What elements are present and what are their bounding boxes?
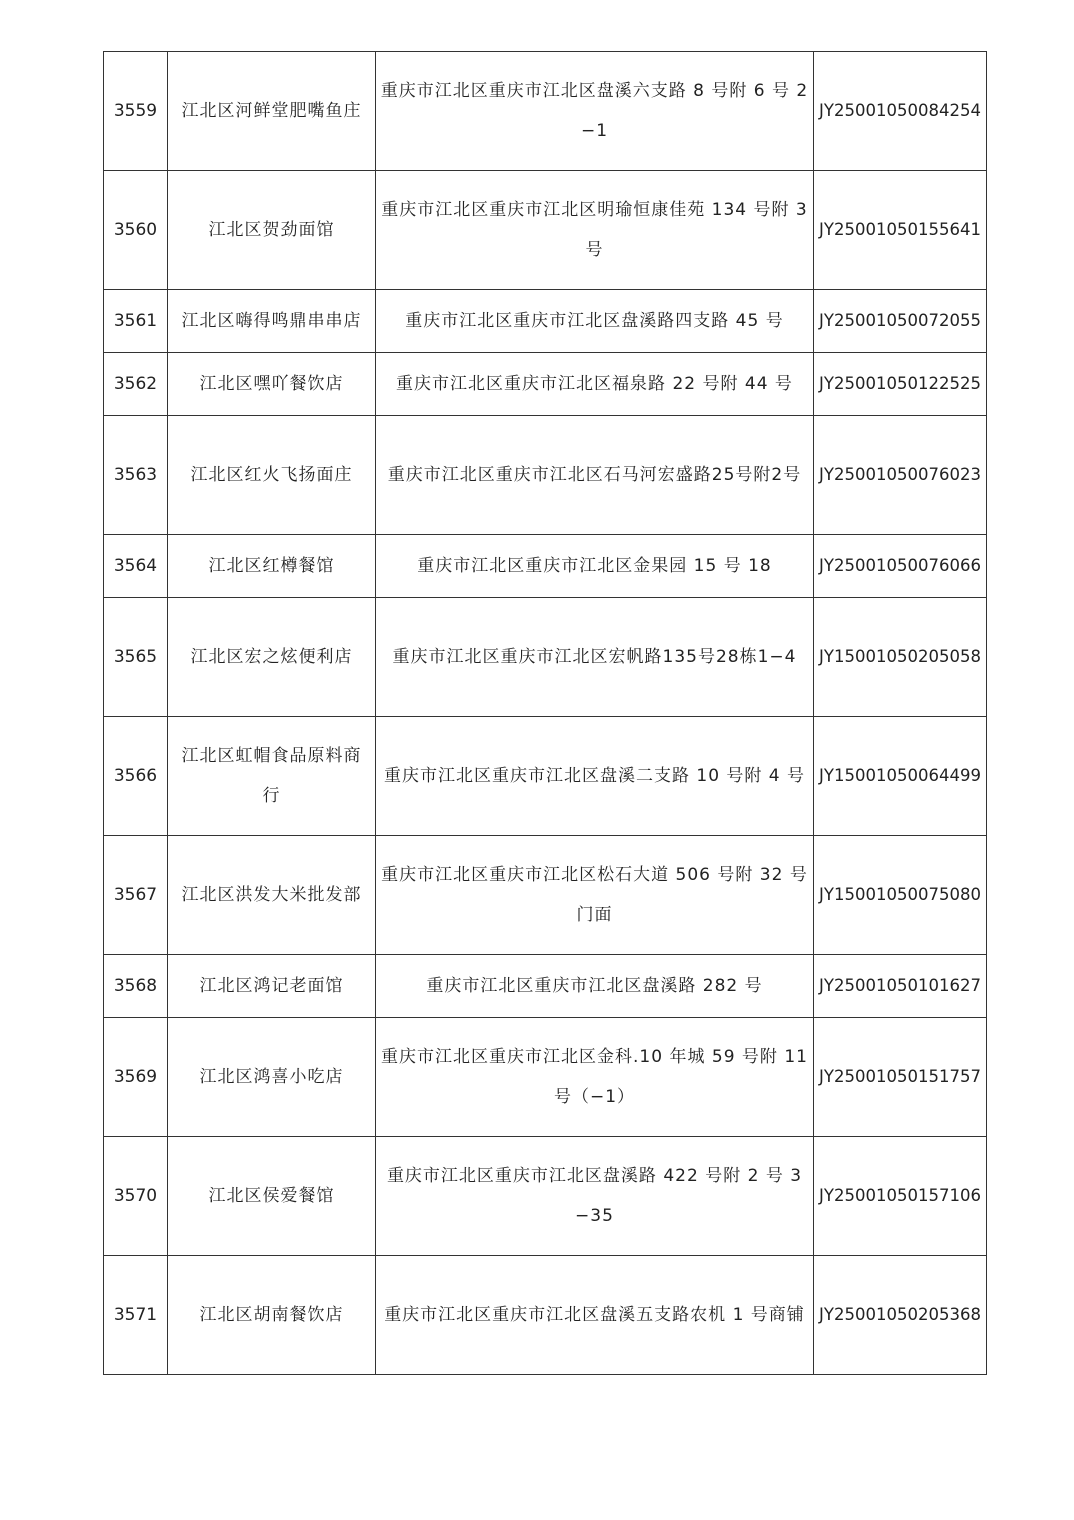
business-address: 重庆市江北区重庆市江北区盘溪六支路 8 号附 6 号 2−1	[376, 52, 814, 171]
business-address: 重庆市江北区重庆市江北区盘溪路 422 号附 2 号 3−35	[376, 1137, 814, 1256]
business-address: 重庆市江北区重庆市江北区明瑜恒康佳苑 134 号附 3 号	[376, 171, 814, 290]
business-name: 江北区红火飞扬面庄	[168, 416, 376, 535]
license-number: JY25001050084254	[814, 52, 987, 171]
table-row	[104, 1137, 987, 1256]
business-address: 重庆市江北区重庆市江北区金科.10 年城 59 号附 11 号（−1）	[376, 1018, 814, 1137]
table-row	[104, 1256, 987, 1375]
business-name: 江北区嘿吖餐饮店	[168, 353, 376, 416]
row-number: 3564	[104, 535, 168, 598]
license-number: JY15001050205058	[814, 598, 987, 717]
table-row	[104, 955, 987, 1018]
license-number: JY25001050205368	[814, 1256, 987, 1375]
table-row	[104, 52, 987, 171]
business-address: 重庆市江北区重庆市江北区盘溪五支路农机 1 号商铺	[376, 1256, 814, 1375]
row-number: 3561	[104, 290, 168, 353]
business-address: 重庆市江北区重庆市江北区石马河宏盛路25号附2号	[376, 416, 814, 535]
row-number: 3568	[104, 955, 168, 1018]
row-number: 3571	[104, 1256, 168, 1375]
business-name: 江北区鸿记老面馆	[168, 955, 376, 1018]
table-row	[104, 353, 987, 416]
table-row	[104, 535, 987, 598]
license-number: JY25001050122525	[814, 353, 987, 416]
business-name: 江北区胡南餐饮店	[168, 1256, 376, 1375]
business-name: 江北区虹帽食品原料商行	[168, 717, 376, 836]
business-name: 江北区贺劲面馆	[168, 171, 376, 290]
business-address: 重庆市江北区重庆市江北区金果园 15 号 18	[376, 535, 814, 598]
table-row	[104, 416, 987, 535]
row-number: 3562	[104, 353, 168, 416]
business-address: 重庆市江北区重庆市江北区福泉路 22 号附 44 号	[376, 353, 814, 416]
business-license-table	[103, 51, 987, 1375]
business-address: 重庆市江北区重庆市江北区盘溪二支路 10 号附 4 号	[376, 717, 814, 836]
business-name: 江北区洪发大米批发部	[168, 836, 376, 955]
business-address: 重庆市江北区重庆市江北区盘溪路四支路 45 号	[376, 290, 814, 353]
table-row	[104, 717, 987, 836]
business-name: 江北区红樽餐馆	[168, 535, 376, 598]
business-address: 重庆市江北区重庆市江北区盘溪路 282 号	[376, 955, 814, 1018]
license-number: JY25001050101627	[814, 955, 987, 1018]
business-address: 重庆市江北区重庆市江北区松石大道 506 号附 32 号门面	[376, 836, 814, 955]
business-address: 重庆市江北区重庆市江北区宏帆路135号28栋1−4	[376, 598, 814, 717]
license-number: JY25001050155641	[814, 171, 987, 290]
row-number: 3559	[104, 52, 168, 171]
license-number: JY15001050064499	[814, 717, 987, 836]
license-number: JY25001050151757	[814, 1018, 987, 1137]
row-number: 3569	[104, 1018, 168, 1137]
row-number: 3565	[104, 598, 168, 717]
business-name: 江北区鸿喜小吃店	[168, 1018, 376, 1137]
table-row	[104, 171, 987, 290]
table-row	[104, 836, 987, 955]
row-number: 3560	[104, 171, 168, 290]
row-number: 3563	[104, 416, 168, 535]
table-row	[104, 1018, 987, 1137]
license-number: JY15001050075080	[814, 836, 987, 955]
license-number: JY25001050157106	[814, 1137, 987, 1256]
business-name: 江北区嗨得鸣鼎串串店	[168, 290, 376, 353]
business-name: 江北区侯爱餐馆	[168, 1137, 376, 1256]
business-name: 江北区宏之炫便利店	[168, 598, 376, 717]
license-number: JY25001050076066	[814, 535, 987, 598]
row-number: 3566	[104, 717, 168, 836]
table-row	[104, 290, 987, 353]
row-number: 3567	[104, 836, 168, 955]
business-name: 江北区河鲜堂肥嘴鱼庄	[168, 52, 376, 171]
table-row	[104, 598, 987, 717]
license-number: JY25001050076023	[814, 416, 987, 535]
license-number: JY25001050072055	[814, 290, 987, 353]
row-number: 3570	[104, 1137, 168, 1256]
